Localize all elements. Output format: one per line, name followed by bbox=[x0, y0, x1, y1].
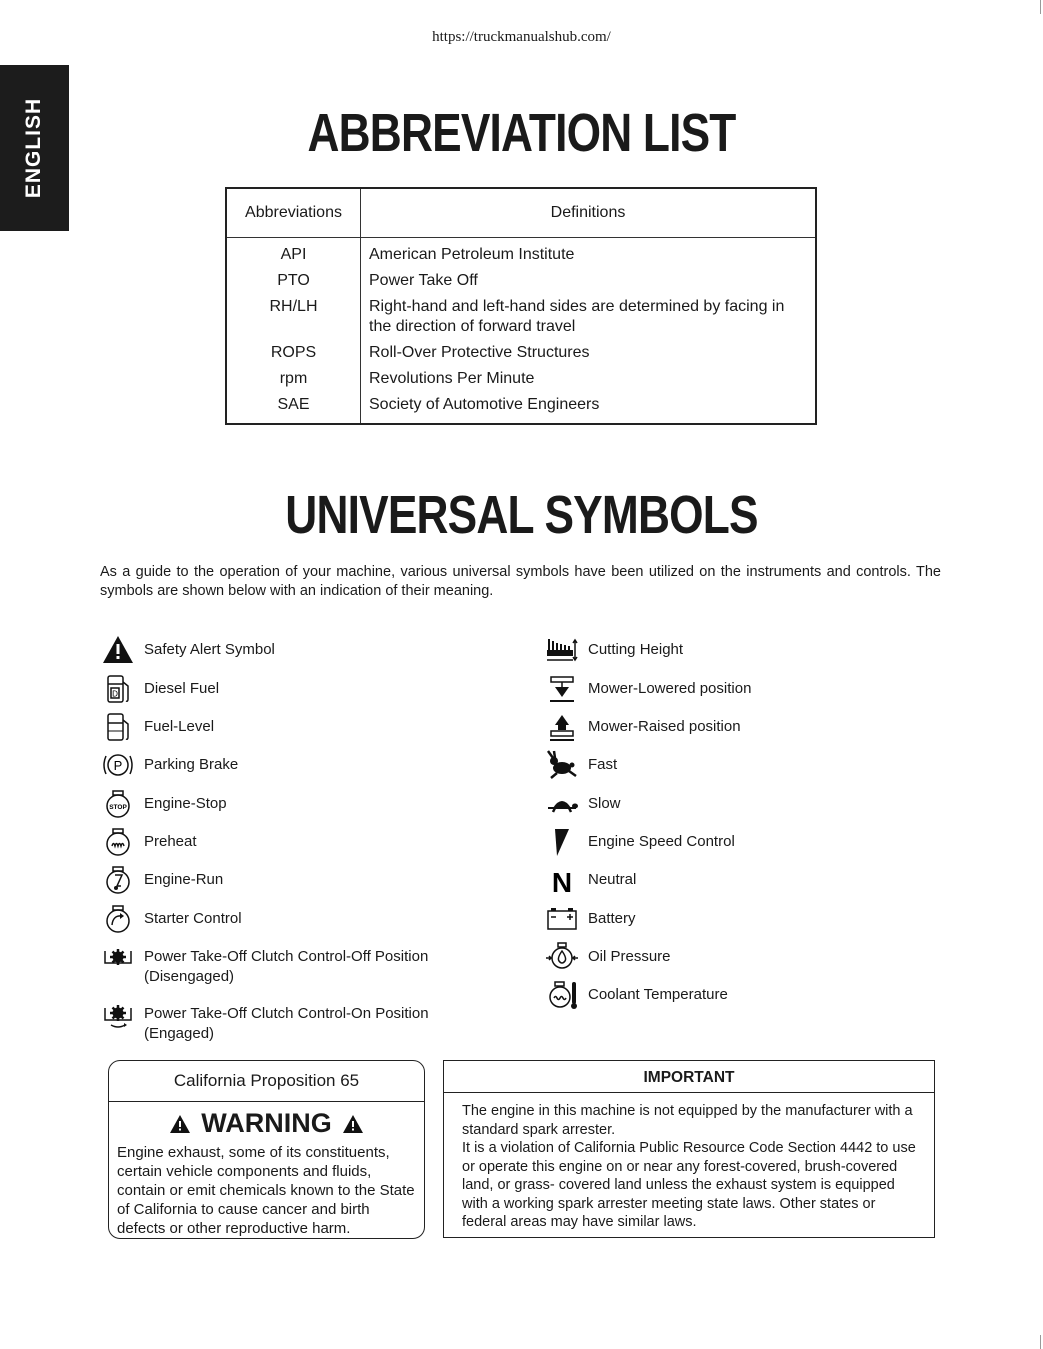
symbol-label: Engine Speed Control bbox=[588, 833, 735, 850]
symbols-intro-text: As a guide to the operation of your machine, various universal symbols have been utilized on the instruments and controls. The symbols are shown below with an indication of their meaning. bbox=[100, 564, 941, 599]
preheat-icon bbox=[100, 826, 136, 858]
engine-stop-icon bbox=[100, 788, 136, 820]
neutral-icon bbox=[544, 864, 580, 896]
engine-speed-control-icon bbox=[544, 826, 580, 858]
symbol-item bbox=[544, 947, 904, 973]
abbreviation-cell: PTO bbox=[226, 268, 361, 294]
symbol-label: Neutral bbox=[588, 871, 637, 888]
table-row bbox=[226, 294, 816, 340]
table-row bbox=[226, 366, 816, 392]
safety-alert-icon bbox=[100, 634, 136, 666]
definition-cell: American Petroleum Institute bbox=[369, 246, 575, 263]
symbol-label: Power Take-Off Clutch Control-Off Position (Disengaged) bbox=[144, 948, 429, 985]
warning-label: WARNING bbox=[201, 1108, 332, 1138]
column-header-abbreviations: Abbreviations bbox=[226, 188, 361, 238]
symbol-item bbox=[100, 755, 460, 781]
symbol-label: Power Take-Off Clutch Control-On Position (Engaged) bbox=[144, 1005, 429, 1042]
svg-text:P: P bbox=[113, 758, 123, 773]
symbol-item bbox=[544, 985, 904, 1011]
symbol-label: Oil Pressure bbox=[588, 948, 671, 965]
important-body-line-2: It is a violation of California Public Resource Code Section 4442 to use or operate this engine on or near any forest-covered, brush-covered land, or grass- covered land unless the exhaust system is equipped with a working spark arrester meeting state laws. Other states or federal areas may have similar laws. bbox=[462, 1140, 916, 1230]
definition-cell: Society of Automotive Engineers bbox=[369, 396, 600, 413]
california-prop-65-box bbox=[108, 1060, 425, 1239]
symbol-item bbox=[544, 717, 904, 743]
symbol-item bbox=[100, 640, 460, 666]
abbreviation-cell: API bbox=[226, 238, 361, 269]
symbol-label: Mower-Raised position bbox=[588, 718, 741, 735]
column-header-definitions: Definitions bbox=[361, 188, 817, 238]
important-body-line-1: The engine in this machine is not equipped by the manufacturer with a standard spark arrester. bbox=[462, 1103, 913, 1138]
symbol-label: Fast bbox=[588, 756, 618, 773]
symbol-label: Safety Alert Symbol bbox=[144, 641, 275, 658]
symbol-label: Engine-Run bbox=[144, 871, 224, 888]
coolant-temperature-icon bbox=[544, 979, 580, 1011]
warning-banner bbox=[109, 1108, 424, 1139]
important-box bbox=[443, 1060, 935, 1238]
warning-triangle-icon bbox=[169, 1114, 191, 1134]
fast-rabbit-icon bbox=[544, 749, 580, 781]
engine-run-icon bbox=[100, 864, 136, 896]
svg-text:STOP: STOP bbox=[109, 804, 127, 811]
abbreviation-table bbox=[225, 187, 817, 425]
definition-cell: Revolutions Per Minute bbox=[369, 370, 535, 387]
symbol-label: Cutting Height bbox=[588, 641, 684, 658]
table-row bbox=[226, 340, 816, 366]
abbreviation-list-title: ABBREVIATION LIST bbox=[307, 103, 736, 163]
symbol-label: Diesel Fuel bbox=[144, 680, 220, 697]
symbol-item bbox=[100, 717, 460, 743]
symbol-item bbox=[100, 679, 460, 705]
symbol-label: Slow bbox=[588, 795, 621, 812]
source-url: https://truckmanualshub.com/ bbox=[432, 29, 611, 45]
symbol-label: Parking Brake bbox=[144, 756, 239, 773]
table-row bbox=[226, 238, 816, 269]
abbreviation-cell: SAE bbox=[226, 392, 361, 424]
battery-icon bbox=[544, 903, 580, 935]
symbol-item bbox=[100, 909, 460, 935]
mower-lowered-icon bbox=[544, 673, 580, 705]
symbol-label: Mower-Lowered position bbox=[588, 680, 752, 697]
california-box-body: Engine exhaust, some of its constituents, certain vehicle components and fluids, contain or emit chemicals known to the State of California to cause cancer and birth defects or other reproductive harm. bbox=[117, 1144, 415, 1237]
symbol-label: Engine-Stop bbox=[144, 795, 227, 812]
symbol-item bbox=[544, 832, 904, 858]
abbreviation-cell: ROPS bbox=[226, 340, 361, 366]
svg-text:D: D bbox=[112, 689, 118, 699]
symbol-label: Starter Control bbox=[144, 910, 242, 927]
pto-off-icon bbox=[100, 941, 136, 973]
definition-cell: Power Take Off bbox=[369, 272, 478, 289]
symbol-item bbox=[100, 1004, 460, 1044]
symbol-label: Coolant Temperature bbox=[588, 986, 728, 1003]
definition-cell: Roll-Over Protective Structures bbox=[369, 344, 590, 361]
abbreviation-cell: rpm bbox=[226, 366, 361, 392]
table-header-row bbox=[226, 188, 816, 238]
symbol-item bbox=[100, 794, 460, 820]
crop-mark bbox=[1040, 1335, 1041, 1349]
oil-pressure-icon bbox=[544, 941, 580, 973]
fuel-level-icon bbox=[100, 711, 136, 743]
symbol-item bbox=[544, 755, 904, 781]
starter-control-icon bbox=[100, 903, 136, 935]
symbol-item bbox=[544, 794, 904, 820]
language-tab-label: ENGLISH bbox=[22, 97, 46, 199]
symbol-label: Fuel-Level bbox=[144, 718, 215, 735]
symbol-item bbox=[100, 947, 460, 987]
slow-turtle-icon bbox=[544, 788, 580, 820]
symbol-item bbox=[544, 640, 904, 666]
table-row bbox=[226, 268, 816, 294]
symbol-item bbox=[100, 870, 460, 896]
important-box-heading: IMPORTANT bbox=[444, 1061, 934, 1093]
crop-mark bbox=[1040, 0, 1041, 14]
abbreviation-cell: RH/LH bbox=[226, 294, 361, 340]
important-box-body bbox=[444, 1093, 934, 1232]
language-tab bbox=[0, 65, 69, 231]
mower-raised-icon bbox=[544, 711, 580, 743]
symbol-label: Battery bbox=[588, 910, 636, 927]
symbol-item bbox=[544, 867, 904, 896]
symbol-item bbox=[100, 832, 460, 858]
pto-on-icon bbox=[100, 998, 136, 1030]
cutting-height-icon bbox=[544, 634, 580, 666]
symbol-item bbox=[544, 909, 904, 935]
parking-brake-icon bbox=[100, 749, 136, 781]
symbol-label: Preheat bbox=[144, 833, 197, 850]
svg-text:N: N bbox=[551, 867, 573, 896]
california-box-heading: California Proposition 65 bbox=[109, 1061, 424, 1102]
table-row bbox=[226, 392, 816, 424]
universal-symbols-title: UNIVERSAL SYMBOLS bbox=[285, 485, 758, 545]
diesel-fuel-icon bbox=[100, 673, 136, 705]
definition-cell: Right-hand and left-hand sides are determined by facing in the direction of forward travel bbox=[369, 298, 785, 335]
symbol-item bbox=[544, 679, 904, 705]
warning-triangle-icon bbox=[342, 1114, 364, 1134]
